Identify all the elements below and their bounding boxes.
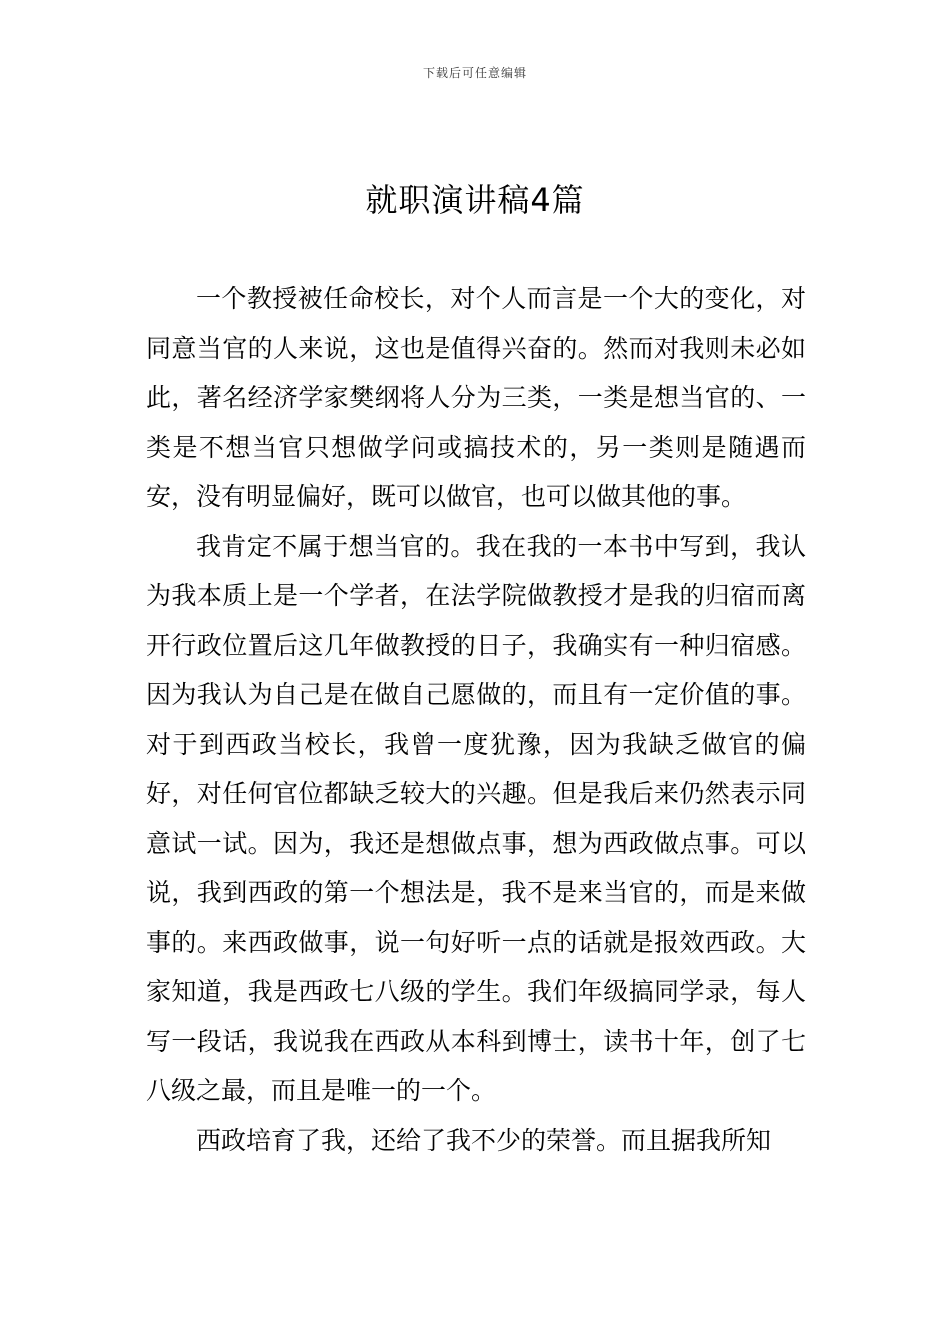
paragraph-3: 西政培育了我，还给了我不少的荣誉。而且据我所知 <box>196 1125 772 1155</box>
document-body <box>146 274 806 1165</box>
paragraph-2: 我肯定不属于想当官的。我在我的一本书中写到，我认为我本质上是一个学者，在法学院做教授才是我的归宿而离开行政位置后这几年做教授的日子，我确实有一种归宿感。因为我认为自己是在做自己愿做的，而且有一定价值的事。对于到西政当校长，我曾一度犹豫，因为我缺乏做官的偏好，对任何官位都缺乏较大的兴趣。但是我后来仍然表示同意试一试。因为，我还是想做点事，想为西政做点事。可以说，我到西政的第一个想法是，我不是来当官的，而是来做事的。来西政做事，说一句好听一点的话就是报效西政。大家知道，我是西政七八级的学生。我们年级搞同学录，每人写一段话，我说我在西政从本科到博士，读书十年，创了七八级之最，而且是唯一的一个。 <box>146 531 806 1105</box>
header-note: 下载后可任意编辑 <box>422 66 527 80</box>
document-title: 就职演讲稿4篇 <box>365 181 585 219</box>
paragraph-1: 一个教授被任命校长，对个人而言是一个大的变化，对同意当官的人来说，这也是值得兴奋的。然而对我则未必如此，著名经济学家樊纲将人分为三类，一类是想当官的、一类是不想当官只想做学问或搞技术的，另一类则是随遇而安，没有明显偏好，既可以做官，也可以做其他的事。 <box>146 284 806 511</box>
